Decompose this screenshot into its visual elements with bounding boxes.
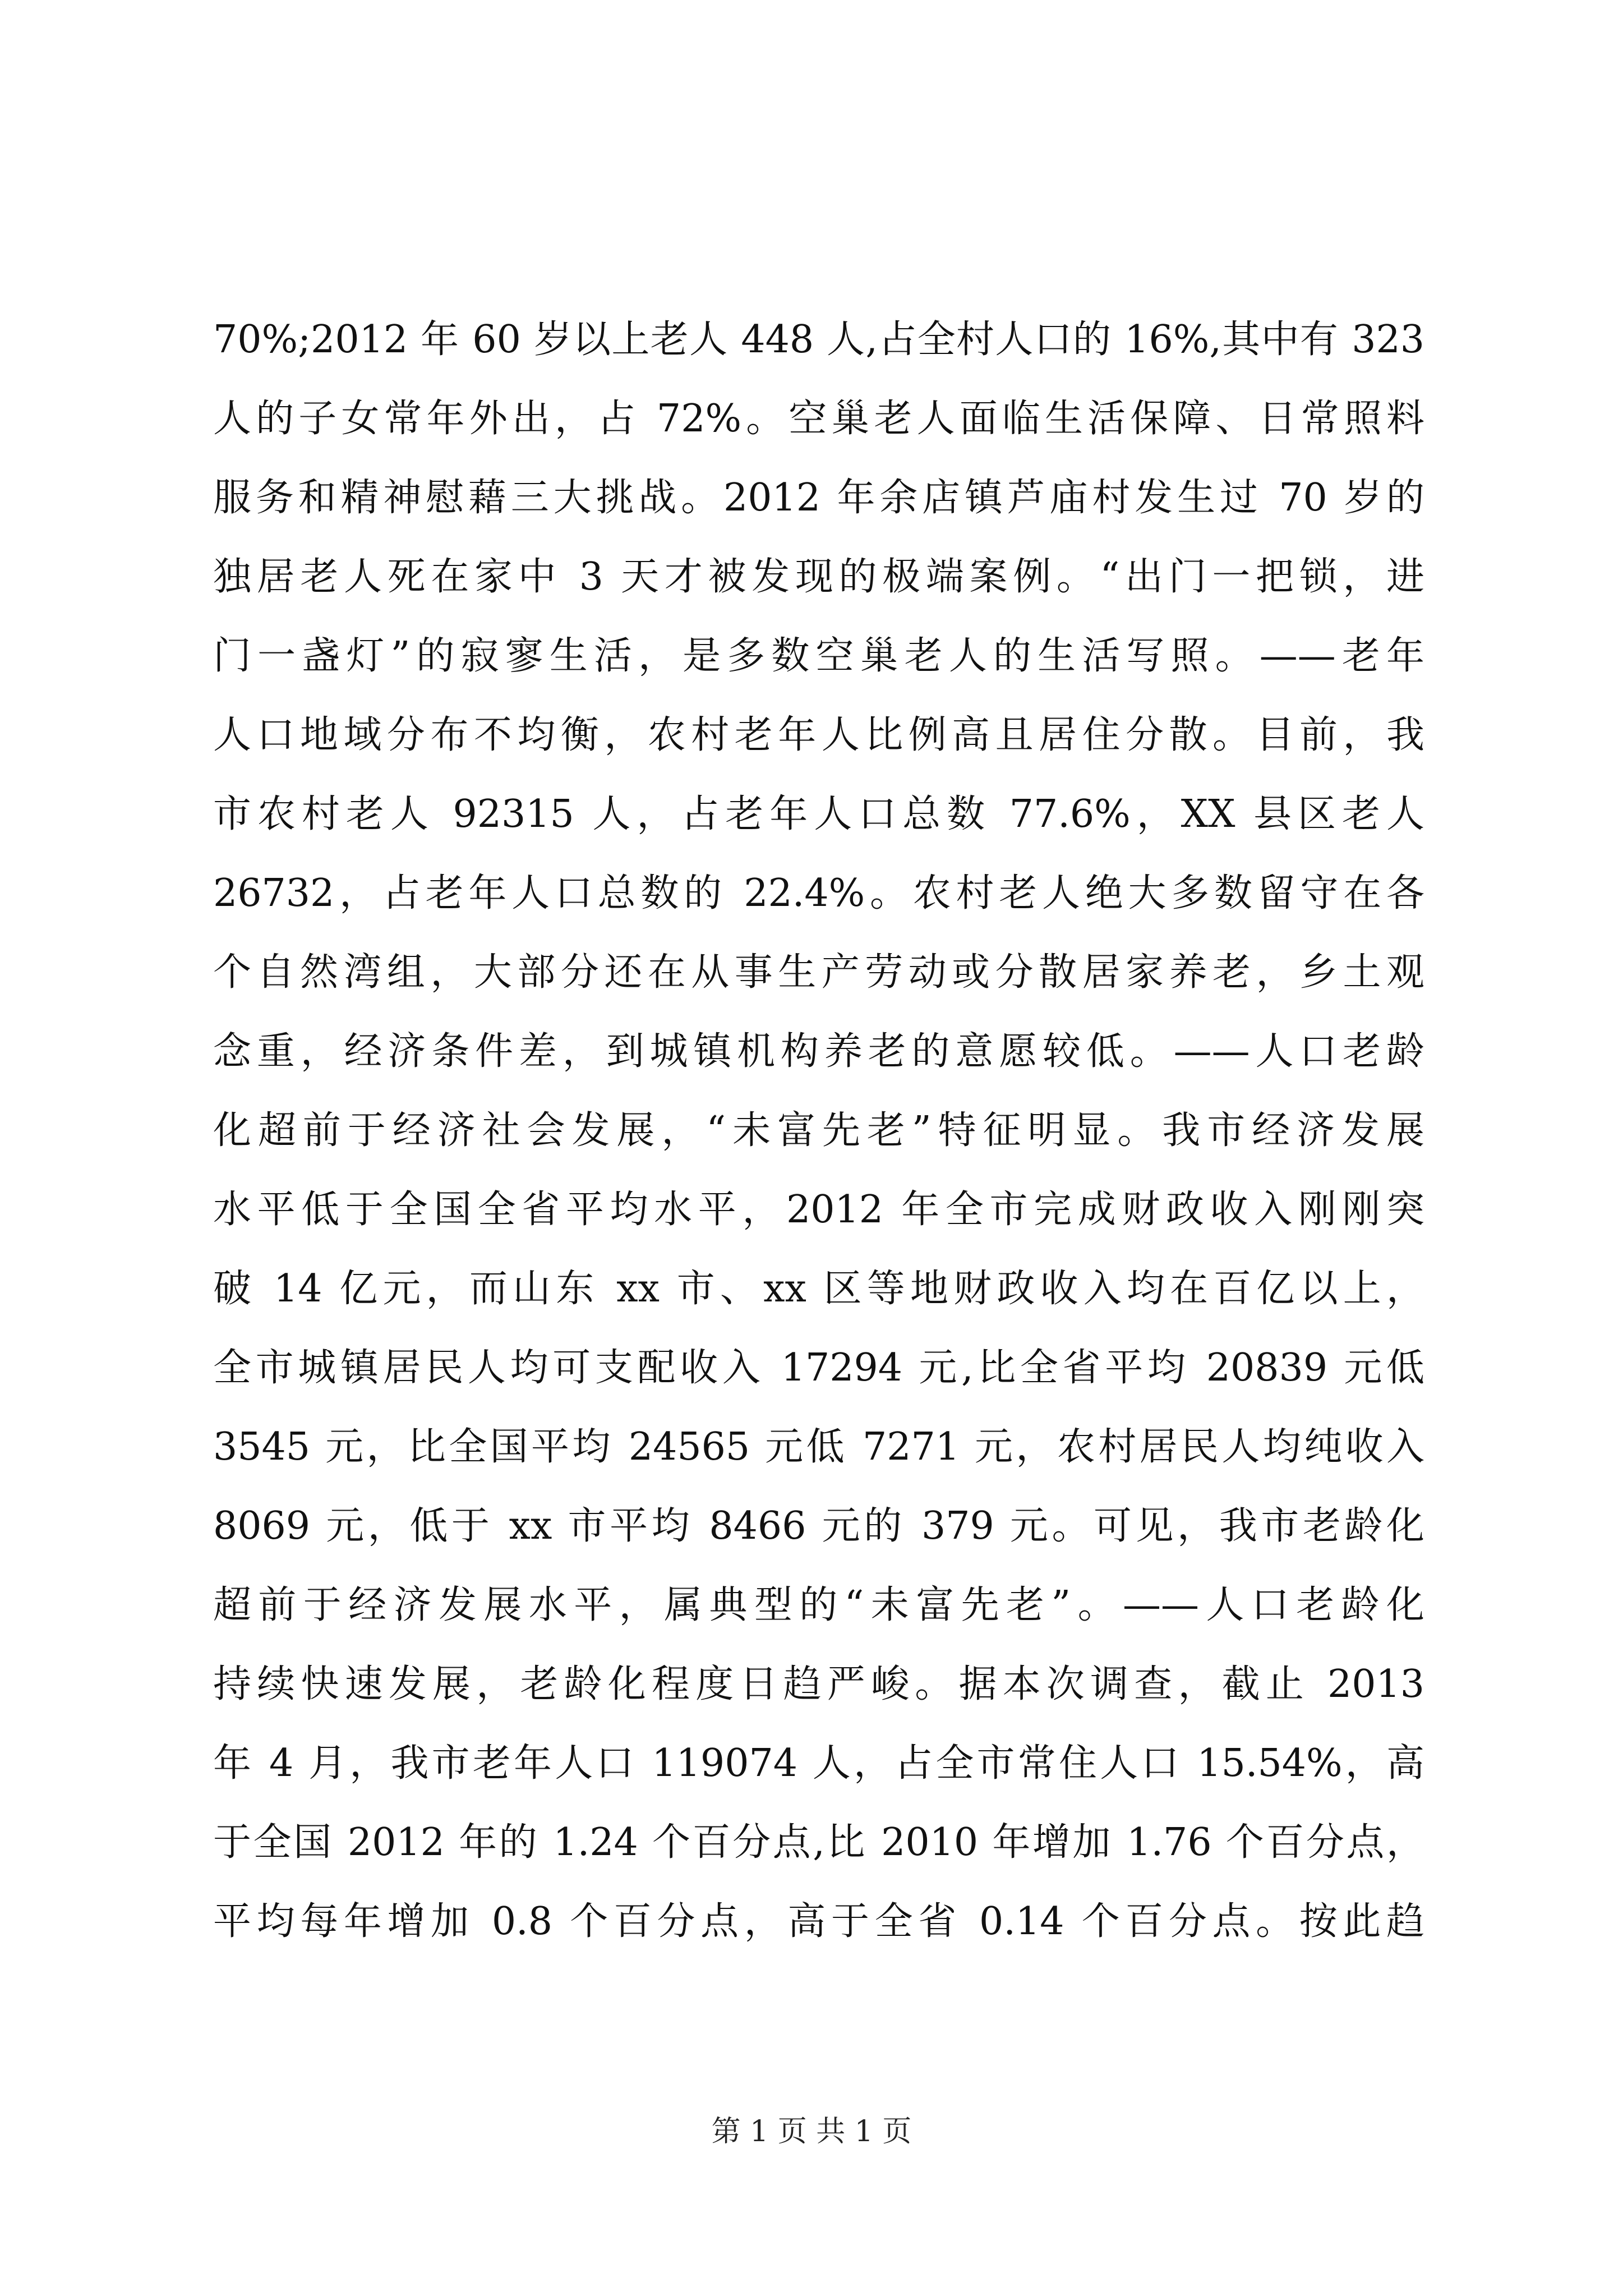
text-line: 70%;2012 年 60 岁以上老人 448 人,占全村人口的 16%,其中有 323 bbox=[213, 318, 1424, 362]
text-line: 化超前于经济社会发展，“未富先老”特征明显。我市经济发展 bbox=[213, 1108, 1424, 1153]
text-line: 26732，占老年人口总数的 22.4%。农村老人绝大多数留守在各 bbox=[213, 871, 1424, 915]
text-line: 于全国 2012 年的 1.24 个百分点,比 2010 年增加 1.76 个百分点， bbox=[213, 1820, 1424, 1865]
text-line: 市农村老人 92315 人，占老年人口总数 77.6%，XX 县区老人 bbox=[213, 792, 1424, 836]
text-line: 独居老人死在家中 3 天才被发现的极端案例。“出门一把锁，进 bbox=[213, 555, 1424, 599]
page-footer: 第 1 页 共 1 页 bbox=[711, 2115, 912, 2148]
text-line: 人的子女常年外出，占 72%。空巢老人面临生活保障、日常照料 bbox=[213, 397, 1424, 441]
text-line: 年 4 月，我市老年人口 119074 人，占全市常住人口 15.54%，高 bbox=[213, 1741, 1424, 1786]
text-line: 破 14 亿元，而山东 xx 市、xx 区等地财政收入均在百亿以上， bbox=[213, 1267, 1424, 1311]
text-line: 个自然湾组，大部分还在从事生产劳动或分散居家养老，乡土观 bbox=[213, 950, 1424, 995]
text-line: 8069 元，低于 xx 市平均 8466 元的 379 元。可见，我市老龄化 bbox=[213, 1504, 1424, 1548]
text-line: 全市城镇居民人均可支配收入 17294 元,比全省平均 20839 元低 bbox=[213, 1346, 1424, 1390]
text-line: 超前于经济发展水平，属典型的“未富先老”。——人口老龄化 bbox=[213, 1583, 1424, 1627]
text-line: 门一盏灯”的寂寥生活，是多数空巢老人的生活写照。——老年 bbox=[213, 634, 1424, 678]
body-text bbox=[213, 300, 1424, 1961]
text-line: 人口地域分布不均衡，农村老年人比例高且居住分散。目前，我 bbox=[213, 713, 1424, 757]
text-line: 平均每年增加 0.8 个百分点，高于全省 0.14 个百分点。按此趋 bbox=[213, 1899, 1424, 1944]
text-line: 念重，经济条件差，到城镇机构养老的意愿较低。——人口老龄 bbox=[213, 1029, 1424, 1074]
text-line: 服务和精神慰藉三大挑战。2012 年余店镇芦庙村发生过 70 岁的 bbox=[213, 476, 1424, 520]
text-line: 持续快速发展，老龄化程度日趋严峻。据本次调查，截止 2013 bbox=[213, 1662, 1424, 1706]
text-line: 水平低于全国全省平均水平，2012 年全市完成财政收入刚刚突 bbox=[213, 1188, 1424, 1232]
text-line: 3545 元，比全国平均 24565 元低 7271 元，农村居民人均纯收入 bbox=[213, 1425, 1424, 1469]
